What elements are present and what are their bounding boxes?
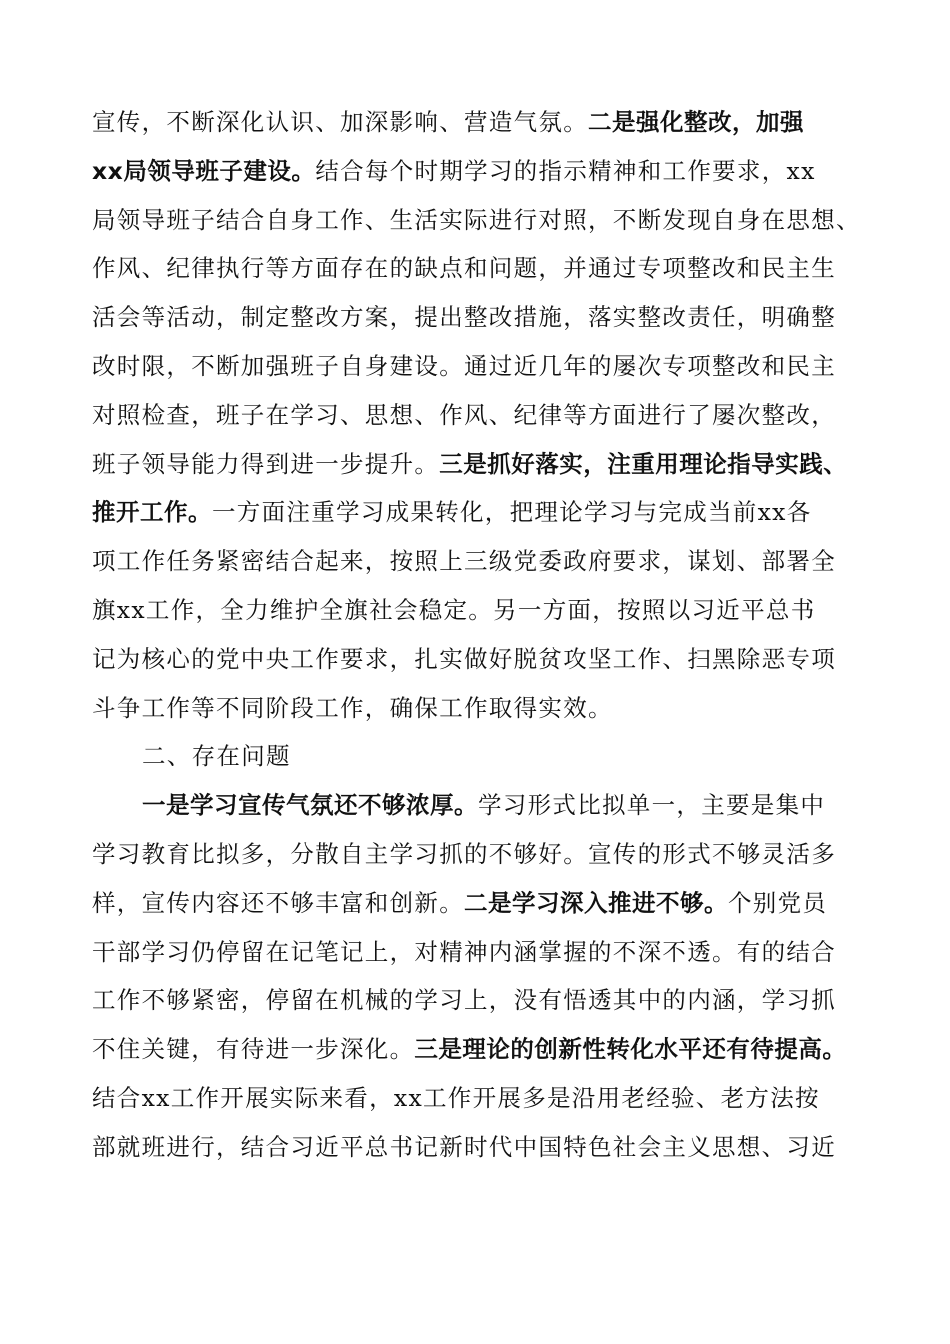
text-line: 局领导班子结合自身工作、生活实际进行对照，不断发现自身在思想、 bbox=[92, 205, 861, 234]
text-line: 学习教育比拟多，分散自主学习抓的不够好。宣传的形式不够灵活多 bbox=[92, 839, 836, 868]
text-run: 学习形式比拟单一，主要是集中 bbox=[478, 791, 826, 820]
text-run: 结合每个时期学习的指示精神和工作要求，xx bbox=[315, 156, 816, 185]
text-line bbox=[92, 488, 882, 537]
text-line bbox=[92, 147, 882, 196]
bold-run: 三是理论的创新性转化水平还有待提高。 bbox=[414, 1035, 847, 1064]
text-line: 改时限，不断加强班子自身建设。通过近几年的屡次专项整改和民主 bbox=[92, 351, 836, 380]
text-line bbox=[92, 1025, 882, 1074]
text-run: 个别党员 bbox=[728, 888, 828, 917]
text-line: 部就班进行，结合习近平总书记新时代中国特色社会主义思想、习近 bbox=[92, 1132, 836, 1161]
text-line: 活会等活动，制定整改方案，提出整改措施，落实整改责任，明确整 bbox=[92, 303, 836, 332]
bold-run: 一是学习宣传气氛还不够浓厚。 bbox=[142, 791, 478, 820]
text-line: 斗争工作等不同阶段工作，确保工作取得实效。 bbox=[92, 693, 613, 722]
bold-run: 二是强化整改，加强 bbox=[588, 108, 804, 136]
text-run: 宣传，不断深化认识、加深影响、营造气氛。 bbox=[92, 108, 588, 136]
bold-run: 二是学习深入推进不够。 bbox=[464, 888, 728, 917]
text-line: 项工作任务紧密结合起来，按照上三级党委政府要求，谋划、部署全 bbox=[92, 547, 836, 576]
bold-run: 推开工作。 bbox=[92, 498, 212, 527]
document-page bbox=[92, 98, 882, 1172]
text-line bbox=[92, 879, 882, 928]
paragraph-1 bbox=[92, 98, 882, 732]
text-line: 干部学习仍停留在记笔记上，对精神内涵掌握的不深不透。有的结合 bbox=[92, 937, 836, 966]
text-line: 作风、纪律执行等方面存在的缺点和问题，并通过专项整改和民主生 bbox=[92, 254, 836, 283]
bold-run: 三是抓好落实，注重用理论指导实践、 bbox=[439, 449, 848, 478]
text-line bbox=[92, 781, 882, 830]
text-line bbox=[92, 440, 882, 489]
bold-run: xx局领导班子建设。 bbox=[92, 156, 316, 185]
text-line: 记为核心的党中央工作要求，扎实做好脱贫攻坚工作、扫黑除恶专项 bbox=[92, 644, 836, 673]
text-line: 对照检查，班子在学习、思想、作风、纪律等方面进行了屡次整改， bbox=[92, 400, 836, 429]
text-line bbox=[92, 98, 882, 147]
text-run: 班子领导能力得到进一步提升。 bbox=[92, 449, 440, 478]
text-run: 不住关键，有待进一步深化。 bbox=[92, 1035, 415, 1064]
text-run: 样，宣传内容还不够丰富和创新。 bbox=[92, 888, 464, 917]
section-heading: 二、存在问题 bbox=[142, 742, 291, 771]
text-run: 一方面注重学习成果转化，把理论学习与完成当前xx各 bbox=[212, 498, 812, 527]
text-line: 工作不够紧密，停留在机械的学习上，没有悟透其中的内涵，学习抓 bbox=[92, 986, 836, 1015]
paragraph-2 bbox=[92, 781, 882, 1171]
text-line: 旗xx工作，全力维护全旗社会稳定。另一方面，按照以习近平总书 bbox=[92, 595, 816, 624]
text-line: 结合xx工作开展实际来看，xx工作开展多是沿用老经验、老方法按 bbox=[92, 1083, 820, 1112]
